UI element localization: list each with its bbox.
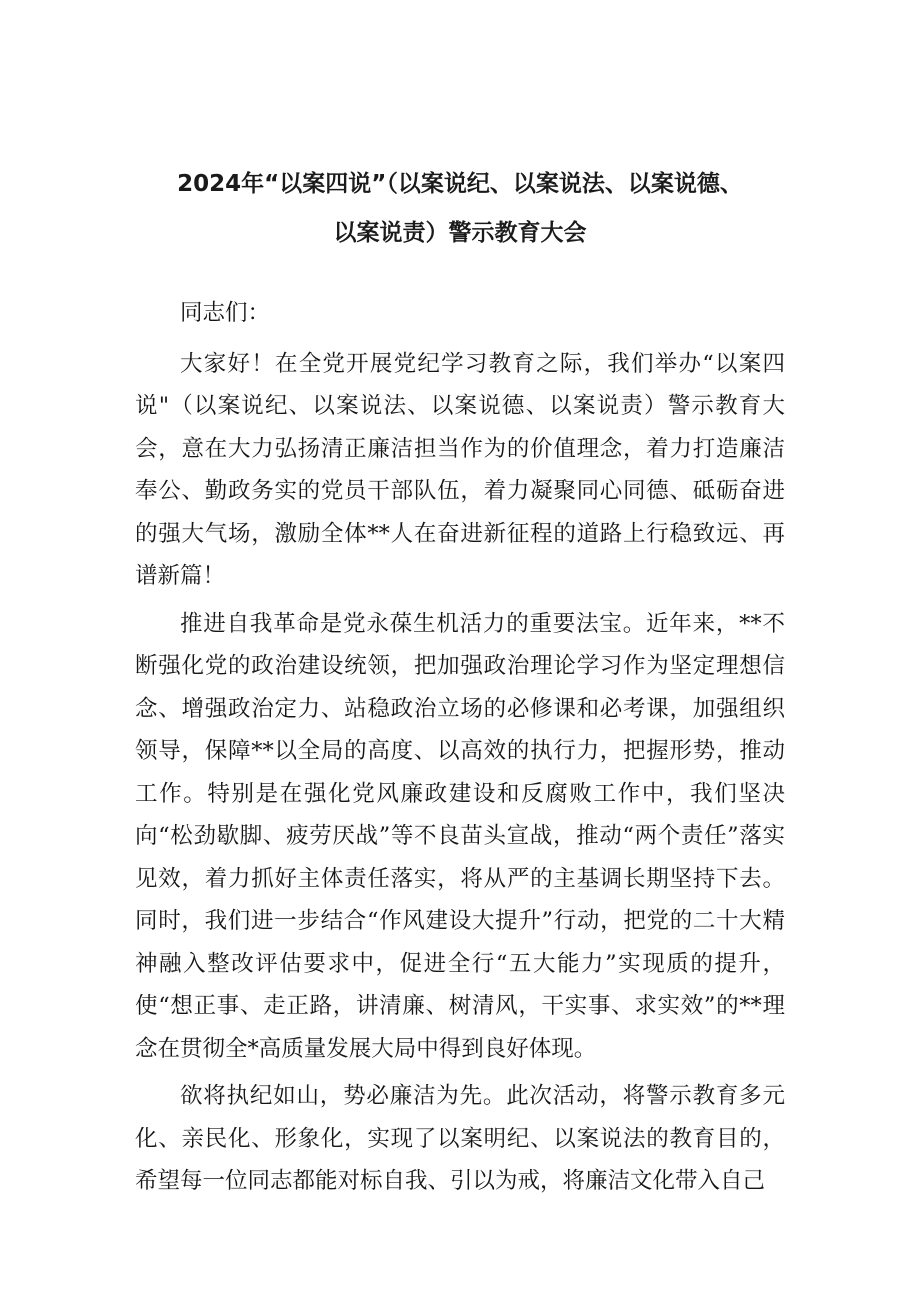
paragraph-3: 欲将执纪如山，势必廉洁为先。此次活动，将警示教育多元化、亲民化、形象化，实现了以案明纪、以案说法的教育目的，希望每一位同志都能对标自我、引以为戒，将廉洁文化带入自己	[135, 1083, 785, 1194]
paragraph-1: 大家好！在全党开展党纪学习教育之际，我们举办“以案四说"（以案说纪、以案说法、以案说德、以案说责）警示教育大会，意在大力弘扬清正廉洁担当作为的价值理念，着力打造廉洁奉公、勤政务实的党员干部队伍，着力凝聚同心同德、砥砺奋进的强大气场，激励全体**人在奋进新征程的道路上行稳致远、再谱新篇！	[135, 350, 785, 589]
document-body	[135, 292, 785, 1203]
document-title	[120, 160, 800, 258]
paragraph-2: 推进自我革命是党永葆生机活力的重要法宝。近年来，**不断强化党的政治建设统领，把加强政治理论学习作为坚定理想信念、增强政治定力、站稳政治立场的必修课和必考课，加强组织领导，保障**以全局的高度、以高效的执行力，把握形势，推动工作。特别是在强化党风廉政建设和反腐败工作中，我们坚决向“松劲歇脚、疲劳厌战”等不良苗头宣战，推动“两个责任”落实见效，着力抓好主体责任落实，将从严的主基调长期坚持下去。同时，我们进一步结合“作风建设大提升”行动，把党的二十大精神融入整改评估要求中，促进全行“五大能力”实现质的提升，使“想正事、走正路，讲清廉、树清风，干实事、求实效”的**理念在贯彻全*高质量发展大局中得到良好体现。	[135, 610, 785, 1062]
salutation: 同志们：	[180, 300, 271, 326]
title-line-1: 2024年“以案四说”（以案说纪、以案说法、以案说德、	[177, 171, 743, 197]
title-line-2: 以案说责）警示教育大会	[333, 220, 587, 246]
